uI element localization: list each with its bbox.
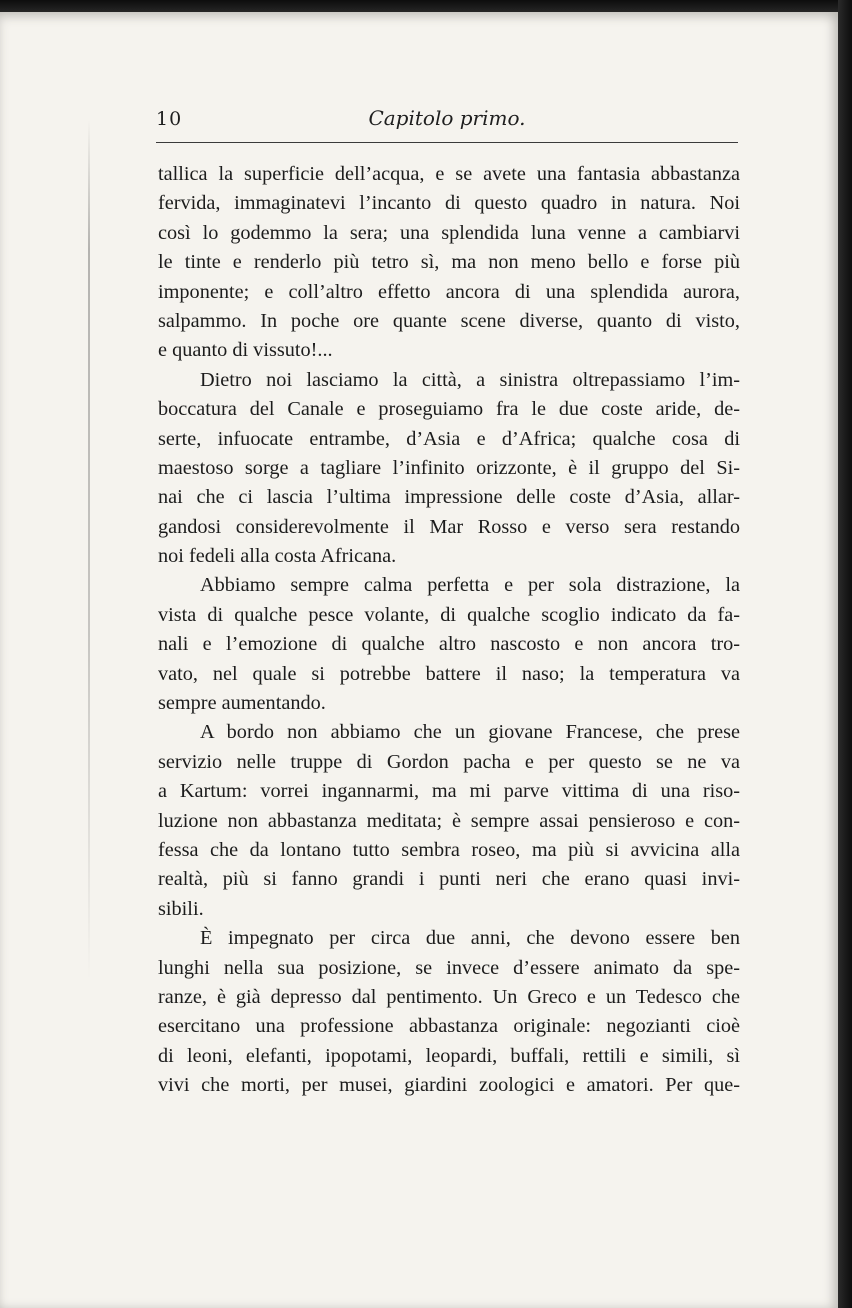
binding-shadow: [88, 120, 90, 980]
running-head: Capitolo primo.: [368, 106, 526, 130]
text-line: A bordo non abbiamo che un giovane Francese, che prese: [200, 721, 740, 744]
text-line: luzione non abbastanza meditata; è sempre assai pensieroso e con-: [158, 809, 740, 832]
text-line: sibili.: [158, 897, 204, 920]
text-line: nai che ci lascia l’ultima impressione delle coste d’Asia, allar-: [158, 486, 740, 509]
text-line: lunghi nella sua posizione, se invece d’essere animato da spe-: [158, 956, 740, 979]
text-line: Dietro noi lasciamo la città, a sinistra oltrepassiamo l’im-: [200, 368, 740, 391]
text-line: tallica la superficie dell’acqua, e se avete una fantasia abbastanza: [158, 163, 740, 185]
text-line: fessa che da lontano tutto sembra roseo, ma più si avvicina alla: [158, 838, 740, 861]
body-text: [158, 160, 740, 1101]
text-line: vista di qualche pesce volante, di qualche scoglio indicato da fa-: [158, 603, 740, 626]
text-line: boccatura del Canale e proseguiamo fra le due coste aride, de-: [158, 398, 740, 421]
text-line: maestoso sorge a tagliare l’infinito orizzonte, è il gruppo del Si-: [158, 456, 740, 479]
text-line: serte, infuocate entrambe, d’Asia e d’Africa; qualche cosa di: [158, 427, 740, 450]
text-line: noi fedeli alla costa Africana.: [158, 545, 397, 568]
text-line: sempre aumentando.: [158, 692, 326, 715]
text-line: le tinte e renderlo più tetro sì, ma non meno bello e forse più: [158, 251, 740, 274]
text-line: esercitano una professione abbastanza originale: negozianti cioè: [158, 1015, 740, 1038]
text-line: Abbiamo sempre calma perfetta e per sola distrazione, la: [200, 574, 740, 597]
text-line: gandosi considerevolmente il Mar Rosso e verso sera restando: [158, 515, 740, 538]
page-header: [156, 104, 738, 134]
text-line: vivi che morti, per musei, giardini zoologici e amatori. Per que-: [158, 1074, 740, 1097]
text-line: di leoni, elefanti, ipopotami, leopardi, buffali, rettili e simili, sì: [158, 1044, 740, 1067]
text-line: imponente; e coll’altro effetto ancora di una splendida aurora,: [158, 280, 740, 303]
scan-right-edge: [838, 0, 852, 1308]
text-line: nali e l’emozione di qualche altro nascosto e non ancora tro-: [158, 633, 740, 656]
text-line: È impegnato per circa due anni, che devono essere ben: [200, 927, 740, 950]
text-line: servizio nelle truppe di Gordon pacha e per questo se ne va: [158, 750, 740, 773]
page-number: 10: [156, 108, 183, 130]
text-line: a Kartum: vorrei ingannarmi, ma mi parve vittima di una riso-: [158, 780, 740, 803]
text-line: realtà, più si fanno grandi i punti neri che erano quasi invi-: [158, 868, 740, 891]
header-rule: [156, 142, 738, 143]
text-line: e quanto di vissuto!...: [158, 339, 333, 362]
text-line: vato, nel quale si potrebbe battere il naso; la temperatura va: [158, 662, 740, 685]
text-line: salpammo. In poche ore quante scene diverse, quanto di visto,: [158, 309, 740, 332]
text-line: ranze, è già depresso dal pentimento. Un Greco e un Tedesco che: [158, 985, 740, 1008]
text-line: così lo godemmo la sera; una splendida luna venne a cambiarvi: [158, 221, 740, 244]
text-line: fervida, immaginatevi l’incanto di questo quadro in natura. Noi: [158, 192, 740, 215]
